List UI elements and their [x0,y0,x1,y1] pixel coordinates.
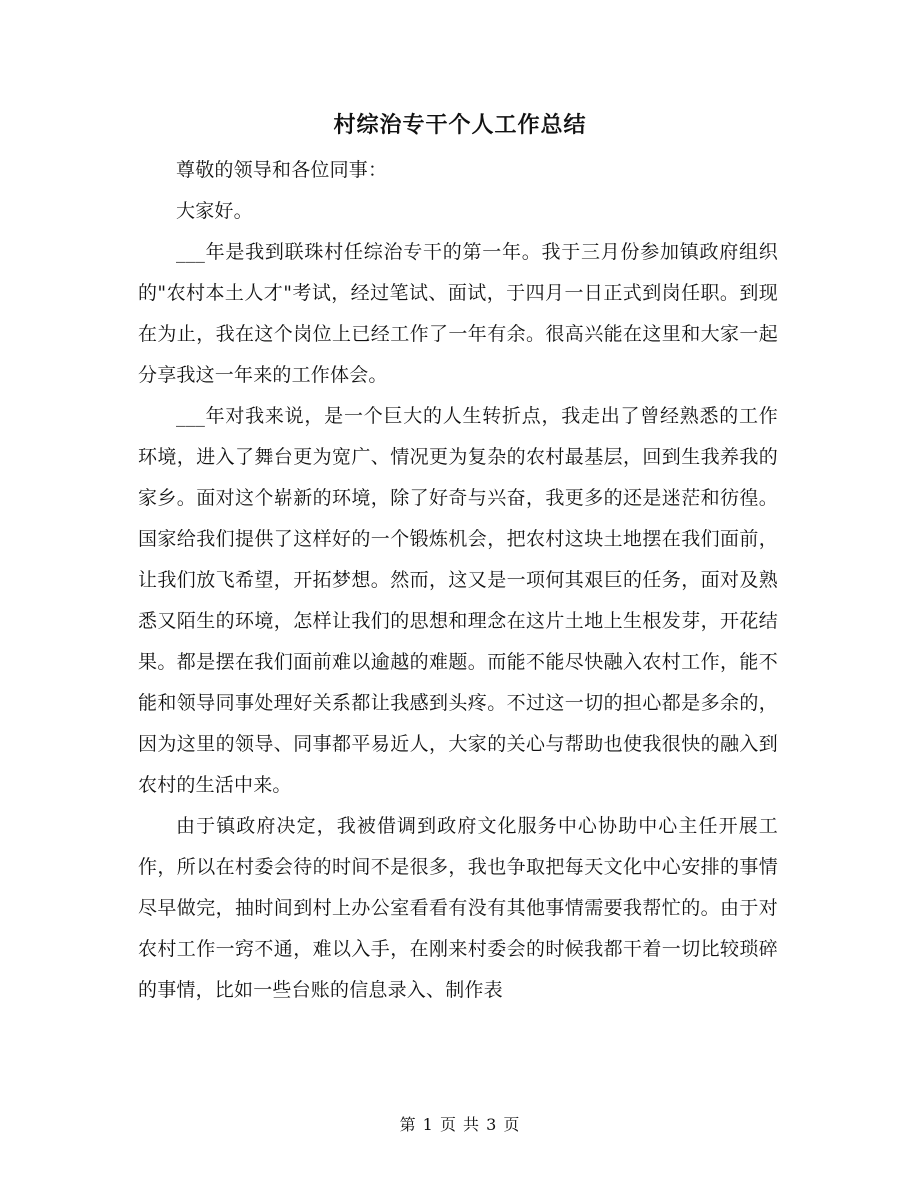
document-title: 村综治专干个人工作总结 [333,112,587,138]
paragraph-intro: ___年是我到联珠村任综治专干的第一年。我于三月份参加镇政府组织的"农村本土人才"考试，经过笔试、面试，于四月一日正式到岗任职。到现在为止，我在这个岗位上已经工作了一年有余。很高兴能在这里和大家一起分享我这一年来的工作体会。 [138,241,778,386]
paragraph-turning-point: ___年对我来说，是一个巨大的人生转折点，我走出了曾经熟悉的工作环境，进入了舞台更为宽广、情况更为复杂的农村最基层，回到生我养我的家乡。面对这个崭新的环境，除了好奇与兴奋，我更多的还是迷茫和彷徨。国家给我们提供了这样好的一个锻炼机会，把农村这块土地摆在我们面前，让我们放飞希望，开拓梦想。然而，这又是一项何其艰巨的任务，面对及熟悉又陌生的环境，怎样让我们的思想和理念在这片土地上生根发芽，开花结果。都是摆在我们面前难以逾越的难题。而能不能尽快融入农村工作，能不能和领导同事处理好关系都让我感到头疼。不过这一切的担心都是多余的，因为这里的领导、同事都平易近人，大家的关心与帮助也使我很快的融入到农村的生活中来。 [138,405,778,796]
paragraph-greeting: 大家好。 [176,200,253,222]
paragraph-salutation: 尊敬的领导和各位同事： [176,159,388,181]
page-footer: 第 1 页 共 3 页 [399,1115,521,1134]
paragraph-work-arrangement: 由于镇政府决定，我被借调到政府文化服务中心协助中心主任开展工作，所以在村委会待的时间不是很多，我也争取把每天文化中心安排的事情尽早做完，抽时间到村上办公室看看有没有其他事情需要我帮忙的。由于对农村工作一窍不通，难以入手，在刚来村委会的时候我都干着一切比较琐碎的事情，比如一些台账的信息录入、制作表 [138,815,778,1001]
document-body [138,150,778,1011]
